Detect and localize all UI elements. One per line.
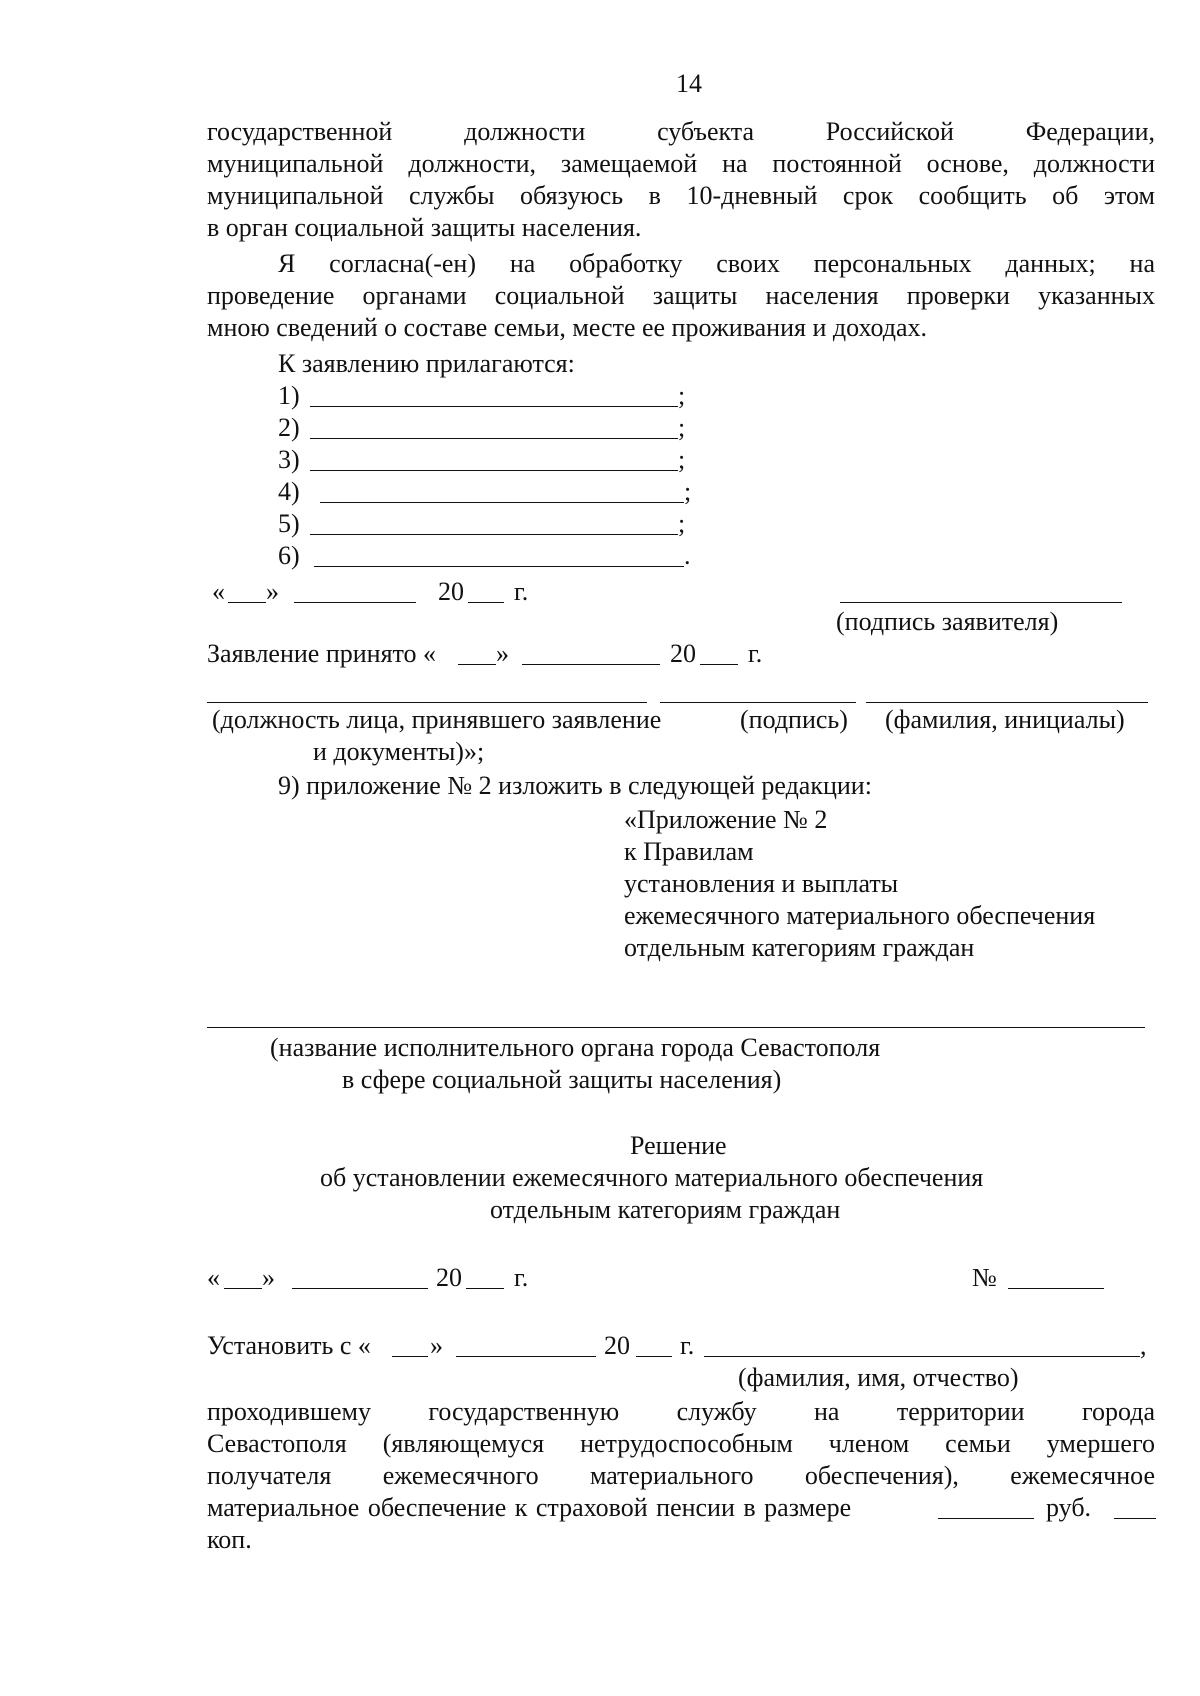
comma: , bbox=[1140, 1331, 1147, 1360]
month-blank bbox=[522, 664, 660, 665]
fio-caption: (фамилия, имя, отчество) bbox=[738, 1363, 1019, 1392]
official-signature-blank bbox=[660, 702, 856, 703]
authority-caption: в сфере социальной защиты населения) bbox=[342, 1065, 782, 1094]
position-caption: (должность лица, принявшего заявление bbox=[212, 705, 662, 734]
text-line: проведение органами социальной защиты населения проверки указанных bbox=[207, 281, 1155, 310]
official-name-caption: (фамилия, инициалы) bbox=[885, 705, 1125, 734]
date-close-quote: » bbox=[430, 1331, 443, 1360]
text-line: в орган социальной защиты населения. bbox=[207, 213, 642, 242]
attachments-title: К заявлению прилагаются: bbox=[278, 349, 575, 378]
signature-blank bbox=[840, 602, 1122, 603]
day-blank bbox=[224, 1288, 262, 1289]
attachment-number: 3) bbox=[278, 445, 300, 474]
year-blank bbox=[700, 664, 738, 665]
text-line: мною сведений о составе семьи, месте ее проживания и доходах. bbox=[207, 313, 927, 342]
page-number: 14 bbox=[676, 69, 702, 98]
attachment-blank bbox=[320, 502, 684, 503]
item-9: 9) приложение № 2 изложить в следующей редакции: bbox=[278, 771, 872, 800]
attachment-blank bbox=[310, 438, 678, 439]
attachment-number: 6) bbox=[278, 541, 300, 570]
text-line: муниципальной службы обязуюсь в 10-дневный срок сообщить об этом bbox=[207, 181, 1155, 210]
attachment-blank bbox=[310, 470, 678, 471]
attachment-end: ; bbox=[678, 509, 686, 538]
rub-label: руб. bbox=[1046, 1493, 1092, 1522]
appendix-line: установления и выплаты bbox=[624, 869, 899, 898]
appendix-line: отдельным категориям граждан bbox=[624, 933, 975, 962]
day-blank bbox=[392, 1356, 428, 1357]
year-blank bbox=[468, 602, 504, 603]
attachment-end: . bbox=[684, 541, 691, 570]
year-prefix: 20 bbox=[670, 639, 696, 668]
text-line: государственной должности субъекта Российской Федерации, bbox=[207, 117, 1155, 146]
kop-label: коп. bbox=[207, 1525, 252, 1554]
month-blank bbox=[294, 602, 416, 603]
official-name-blank bbox=[866, 702, 1148, 703]
appendix-line: к Правилам bbox=[624, 837, 754, 866]
text-line: материальное обеспечение к страховой пенсии в размере bbox=[207, 1493, 852, 1522]
date-close-quote: » bbox=[262, 1263, 275, 1292]
attachment-number: 2) bbox=[278, 413, 300, 442]
fio-blank bbox=[704, 1356, 1140, 1357]
decision-subtitle: об установлении ежемесячного материального обеспечения bbox=[320, 1163, 984, 1192]
month-blank bbox=[456, 1356, 596, 1357]
appendix-line: ежемесячного материального обеспечения bbox=[624, 901, 1096, 930]
position-caption-continued: и документы)»; bbox=[313, 737, 485, 766]
number-label: № bbox=[972, 1263, 997, 1292]
signature-caption: (подпись заявителя) bbox=[836, 607, 1059, 636]
attachment-blank bbox=[310, 406, 678, 407]
text-line: Севастополя (являющемуся нетрудоспособным членом семьи умершего bbox=[207, 1429, 1155, 1458]
year-blank bbox=[466, 1288, 504, 1289]
appendix-line: «Приложение № 2 bbox=[624, 805, 828, 834]
attachment-blank bbox=[310, 534, 678, 535]
number-blank bbox=[1008, 1288, 1104, 1289]
date-close-quote: » bbox=[266, 577, 279, 606]
day-blank bbox=[228, 602, 266, 603]
month-blank bbox=[292, 1288, 428, 1289]
text-line: муниципальной должности, замещаемой на постоянной основе, должности bbox=[207, 149, 1155, 178]
year-prefix: 20 bbox=[604, 1331, 630, 1360]
year-suffix: г. bbox=[514, 1263, 529, 1292]
year-prefix: 20 bbox=[436, 1263, 462, 1292]
date-close-quote: » bbox=[496, 639, 509, 668]
accepted-label: Заявление принято « bbox=[207, 639, 437, 668]
decision-title: Решение bbox=[630, 1131, 727, 1160]
attachment-end: ; bbox=[678, 445, 686, 474]
position-blank bbox=[207, 702, 647, 703]
decision-subtitle: отдельным категориям граждан bbox=[490, 1195, 841, 1224]
attachment-end: ; bbox=[678, 413, 686, 442]
year-blank bbox=[636, 1356, 672, 1357]
day-blank bbox=[458, 664, 496, 665]
attachment-end: ; bbox=[678, 381, 686, 410]
text-line: проходившему государственную службу на территории города bbox=[207, 1397, 1155, 1426]
attachment-end: ; bbox=[684, 477, 692, 506]
year-prefix: 20 bbox=[438, 577, 464, 606]
text-line: Я согласна(-ен) на обработку своих персональных данных; на bbox=[278, 249, 1155, 278]
year-suffix: г. bbox=[748, 639, 763, 668]
year-suffix: г. bbox=[514, 577, 529, 606]
attachment-number: 5) bbox=[278, 509, 300, 538]
date-open-quote: « bbox=[207, 1263, 220, 1292]
attachment-blank bbox=[314, 566, 684, 567]
official-signature-caption: (подпись) bbox=[740, 705, 848, 734]
attachment-number: 1) bbox=[278, 381, 300, 410]
authority-caption: (название исполнительного органа города Севастополя bbox=[270, 1033, 881, 1062]
year-suffix: г. bbox=[680, 1331, 695, 1360]
date-open-quote: « bbox=[212, 577, 225, 606]
establish-label: Установить с « bbox=[207, 1331, 371, 1360]
rub-blank bbox=[938, 1518, 1034, 1519]
attachment-number: 4) bbox=[278, 477, 300, 506]
kop-blank bbox=[1114, 1518, 1156, 1519]
text-line: получателя ежемесячного материального обеспечения), ежемесячное bbox=[207, 1461, 1155, 1490]
authority-name-blank bbox=[207, 1027, 1145, 1028]
